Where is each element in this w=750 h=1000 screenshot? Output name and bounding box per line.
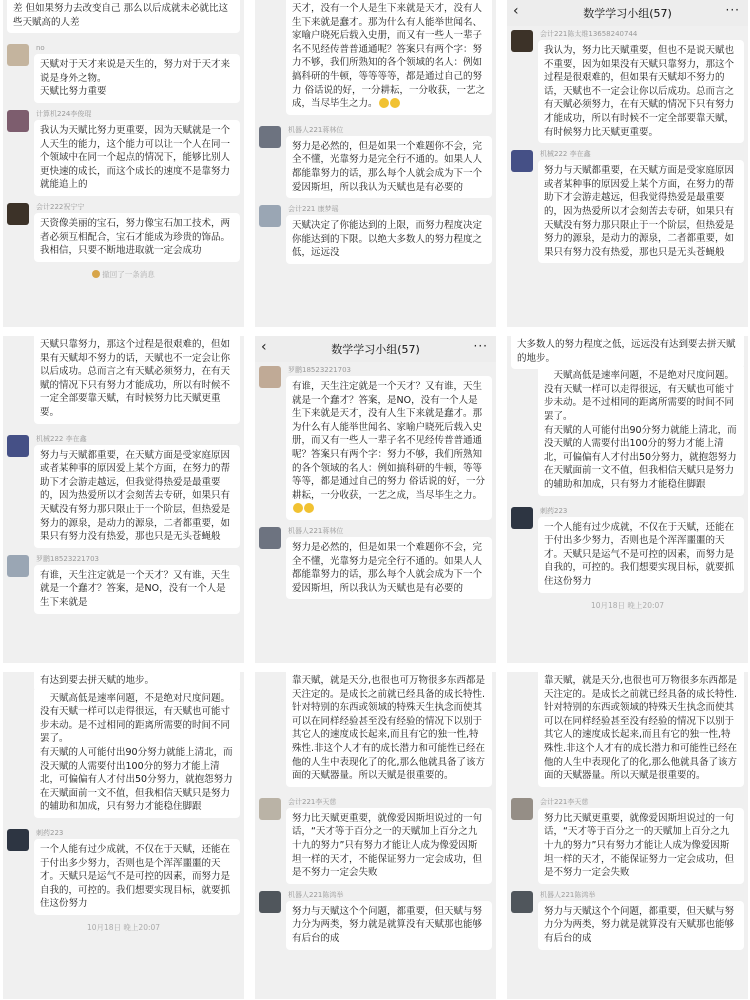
message-bubble[interactable]: 天赋决定了你能达到的上限，而努力程度决定你能达到的下限。以绝大多数人的努力程度之低，远远没 bbox=[286, 215, 492, 264]
back-arrow-icon[interactable]: ‹ bbox=[261, 339, 267, 355]
user-icon bbox=[92, 270, 100, 278]
message-bubble[interactable]: 我认为天赋比努力更重要，因为天赋就是一个人天生的能力，这个能力可以让一个人在同一个领域中在同一个起点的情况下，能够比别人更快速的成长，而这个成长的速度不是靠努力就能追上的 bbox=[34, 120, 240, 196]
avatar[interactable] bbox=[511, 891, 533, 913]
timestamp: 10月18日 晚上20:07 bbox=[86, 922, 161, 932]
message-bubble[interactable]: 一个人能有过少成就，不仅在于天赋，还能在于付出多少努力，否则也是个浑浑噩噩的天才。天赋只是运气不是可控的因素，而努力是自我的，可控的。我们想要实现目标，就要抓住这份努力 bbox=[538, 517, 744, 593]
sender-name: 机械222 李在鑫 bbox=[540, 150, 591, 159]
chat-message bbox=[259, 205, 492, 264]
message-continuation: 大多数人的努力程度之低，远远没有达到要去拼天赋的地步。 bbox=[511, 336, 744, 369]
emoji-icon bbox=[379, 98, 389, 108]
chat-panel-5 bbox=[255, 336, 496, 663]
message-continuation: 天赋高低是速率问题，不是绝对尺度问题。没有天赋一样可以走得很远，有天赋也可能寸步未动。是不过相同的距离所需要的时间不同罢了。 有天赋的人可能付出90分努力就能上清北，而没天赋的人需要付出100分的努力才能上清北，可偏偏有人才付出50分努力，就抱怨努力在天赋面前一文不值，但我相信天赋只是努力的辅助和加成，只有努力才能稳住脚跟 bbox=[34, 690, 240, 818]
chat-panel-7 bbox=[3, 672, 244, 999]
message-bubble[interactable]: 努力是必然的，但是如果一个难题你不会，完全不懂，光靠努力是完全行不通的。如果人人都能靠努力的话，那么每个人就会成为下一个爱因斯坦，所以我认为天赋也是有必要的 bbox=[286, 136, 492, 198]
chat-message bbox=[7, 829, 240, 915]
sender-name: 机器人221蒋林位 bbox=[288, 125, 344, 134]
emoji-icon bbox=[390, 98, 400, 108]
message-bubble[interactable]: 努力是必然的，但是如果一个难题你不会，完全不懂，光靠努力是完全行不通的。如果人人都能靠努力的话，那么每个人就会成为下一个爱因斯坦，所以我认为天赋也是有必要的 bbox=[286, 537, 492, 599]
chat-message bbox=[259, 891, 492, 950]
recall-notice: 撤回了一条消息 bbox=[7, 269, 240, 280]
message-continuation: 靠天赋，就是天分,也很也可万物很多东西都是天注定的。是成长之前就已经具备的成长特性.针对特别的东西或领域的特殊天生执念而使其可以在同样经验甚至没有经验的情况下以别于其它人的速度成长起来,而且有它的独一性,特殊性.非这个人才有的成长潜力和可能性已经在他的人生中表现化了的化,那么他就具备了该方面的天赋器量。所以天赋是很重要的。 bbox=[286, 672, 492, 787]
sender-name: 会计221李天慈 bbox=[288, 797, 337, 806]
sender-name: 罗鹏18523221703 bbox=[288, 366, 351, 374]
chat-message bbox=[511, 798, 744, 884]
sender-name: no bbox=[36, 44, 45, 53]
avatar[interactable] bbox=[7, 435, 29, 457]
emoji-icon bbox=[293, 503, 303, 513]
chat-panel-4 bbox=[3, 336, 244, 663]
emoji-icon bbox=[304, 503, 314, 513]
message-bubble[interactable]: 努力比天赋更重要，就像爱因斯坦说过的一句话，“天才等于百分之一的天赋加上百分之九十九的努力”只有努力才能让人成为像爱因斯坦一样的天才，不能保证努力一定会成功，但是不努力一定会失败 bbox=[286, 808, 492, 884]
message-bubble[interactable]: 有谁，天生注定就是一个天才？又有谁，天生就是一个蠢才？答案，是NO，没有一个人是生下来就是 bbox=[34, 565, 240, 614]
sender-name: 计算机224李俊琨 bbox=[36, 109, 92, 118]
chat-panel-2 bbox=[255, 0, 496, 327]
message-continuation: 有达到要去拼天赋的地步。 bbox=[34, 672, 240, 692]
more-options-icon[interactable]: ··· bbox=[725, 3, 740, 17]
chat-message bbox=[259, 126, 492, 198]
chat-message bbox=[511, 507, 744, 593]
more-options-icon[interactable]: ··· bbox=[473, 339, 488, 353]
chat-message bbox=[7, 555, 240, 614]
sender-name: 刺药223 bbox=[36, 828, 64, 837]
sender-name: 机器人221蒋林位 bbox=[288, 526, 344, 535]
message-continuation: 天赋高低是速率问题，不是绝对尺度问题。没有天赋一样可以走得很远，有天赋也可能寸步未动。是不过相同的距离所需要的时间不同罢了。 有天赋的人可能付出90分努力就能上清北，而没天赋的人需要付出100分的努力才能上清北，可偏偏有人才付出50分努力，就抱怨努力在天赋面前一文不值，但我相信天赋只是努力的辅助和加成，只有努力才能稳住脚跟 bbox=[538, 367, 744, 495]
group-title: 数学学习小组(57) bbox=[331, 343, 420, 356]
chat-message bbox=[511, 150, 744, 263]
message-continuation: 差 但如果努力去改变自己 那么以后成就未必就比这些天赋高的人差 bbox=[7, 0, 240, 33]
avatar[interactable] bbox=[7, 203, 29, 225]
message-bubble[interactable]: 有谁，天生注定就是一个天才？又有谁，天生就是一个蠢才？答案，是NO，没有一个人是生下来就是天才，没有人生下来就是蠢才。那为什么有人能举世闻名、家喻户晓死后载入史册，而又有一些人一辈子名不见经传普普通通呢？答案只有两个字：努力不够，我们所熟知的各个领域的名人：例如搞科研的牛顿，等等等等，都是通过自己的努力 俗话说的好，一分耕耘，一分收获，一艺之成，当尽毕生之力。 bbox=[286, 376, 492, 520]
chat-message bbox=[7, 435, 240, 548]
avatar[interactable] bbox=[259, 798, 281, 820]
avatar[interactable] bbox=[7, 110, 29, 132]
chat-message bbox=[511, 891, 744, 950]
sender-name: 会计221陈太维13658240744 bbox=[540, 30, 638, 38]
message-bubble[interactable]: 我认为，努力比天赋重要，但也不是说天赋也不重要，因为如果没有天赋只靠努力，那这个过程是很艰难的，但如果有天赋却不努力的话，天赋也不一定会让你以后成功。总而言之有天赋必须努力，在有天赋的情况下只有努力才能成功，所以有时候不一定全部要靠天赋，有时候努力比天赋更重要。 bbox=[538, 40, 744, 143]
message-bubble[interactable]: 天赋对于天才来说是天生的，努力对于天才来说是身外之物。 天赋比努力重要 bbox=[34, 54, 240, 103]
chat-message bbox=[259, 366, 492, 520]
message-continuation: 靠天赋，就是天分,也很也可万物很多东西都是天注定的。是成长之前就已经具备的成长特性.针对特别的东西或领域的特殊天生执念而使其可以在同样经验甚至没有经验的情况下以别于其它人的速度成长起来,而且有它的独一性,特殊性.非这个人才有的成长潜力和可能性已经在他的人生中表现化了的化,那么他就具备了该方面的天赋器量。所以天赋是很重要的。 bbox=[538, 672, 744, 787]
message-bubble[interactable]: 努力与天赋都重要，在天赋方面是受家庭原因或者某种事的原因爱上某个方面，在努力的帮助下才会游走越远，但我觉得热爱是最重要的，因为热爱所以才会刻苦去专研，如果只有天赋没有努力那只限止于一个阶层，但热爱是努力的源泉，是动力的源泉，二者都重要，如果只有努力没有热爱，那也只是无头苍蝇般 bbox=[34, 445, 240, 548]
sender-name: 会计221 康梦瑶 bbox=[288, 205, 339, 214]
chat-message bbox=[7, 203, 240, 262]
sender-name: 机器人221陈鸿举 bbox=[540, 890, 596, 899]
avatar[interactable] bbox=[259, 126, 281, 148]
message-bubble[interactable]: 努力与天赋都重要，在天赋方面是受家庭原因或者某种事的原因爱上某个方面，在努力的帮助下才会游走越远，但我觉得热爱是最重要的，因为热爱所以才会刻苦去专研，如果只有天赋没有努力那只限止于一个阶层，但热爱是努力的源泉，是动力的源泉，二者都重要，如果只有努力没有热爱，那也只是无头苍蝇般 bbox=[538, 160, 744, 263]
avatar[interactable] bbox=[511, 507, 533, 529]
avatar[interactable] bbox=[7, 555, 29, 577]
message-continuation: 天赋只靠努力，那这个过程是很艰难的，但如果有天赋却不努力的话，天赋也不一定会让你以后成功。总而言之有天赋必须努力，在有天赋的情况下只有努力才能成功，所以有时候不一定全部要靠天赋，有时候努力比天赋更重要。 bbox=[34, 336, 240, 424]
message-bubble[interactable]: 一个人能有过少成就，不仅在于天赋，还能在于付出多少努力，否则也是个浑浑噩噩的天才。天赋只是运气不是可控的因素，而努力是自我的，可控的。我们想要实现目标，就要抓住这份努力 bbox=[34, 839, 240, 915]
sender-name: 机械222 李在鑫 bbox=[36, 434, 87, 443]
avatar[interactable] bbox=[7, 829, 29, 851]
back-arrow-icon[interactable]: ‹ bbox=[513, 3, 519, 19]
chat-panel-8 bbox=[255, 672, 496, 999]
chat-message bbox=[7, 110, 240, 196]
chat-panel-3 bbox=[507, 0, 748, 327]
avatar[interactable] bbox=[259, 891, 281, 913]
message-bubble[interactable]: 努力比天赋更重要，就像爱因斯坦说过的一句话，“天才等于百分之一的天赋加上百分之九十九的努力”只有努力才能让人成为像爱因斯坦一样的天才，不能保证努力一定会成功，但是不努力一定会失败 bbox=[538, 808, 744, 884]
sender-name: 会计221李天慈 bbox=[540, 797, 589, 806]
avatar[interactable] bbox=[511, 30, 533, 52]
sender-name: 会计222祝宁宁 bbox=[36, 202, 85, 211]
chat-panel-1 bbox=[3, 0, 244, 327]
chat-message bbox=[7, 44, 240, 103]
chat-message bbox=[259, 527, 492, 599]
message-bubble[interactable]: 努力与天赋这个个问题，都重要，但天赋与努力分为两类，努力就是就算没有天赋那也能够有后台的成 bbox=[538, 901, 744, 950]
sender-name: 罗鹏18523221703 bbox=[36, 554, 99, 563]
sender-name: 机器人221陈鸿举 bbox=[288, 890, 344, 899]
avatar[interactable] bbox=[259, 527, 281, 549]
timestamp: 10月18日 晚上20:07 bbox=[590, 600, 665, 610]
chat-header bbox=[255, 336, 496, 362]
chat-message bbox=[259, 798, 492, 884]
group-title: 数学学习小组(57) bbox=[583, 7, 672, 20]
sender-name: 刺药223 bbox=[540, 506, 568, 515]
avatar[interactable] bbox=[511, 150, 533, 172]
avatar[interactable] bbox=[511, 798, 533, 820]
avatar[interactable] bbox=[259, 205, 281, 227]
avatar[interactable] bbox=[259, 366, 281, 388]
avatar[interactable] bbox=[7, 44, 29, 66]
message-bubble[interactable]: 天资像美丽的宝石，努力像宝石加工技术，两者必须互相配合，宝石才能成为珍贵的饰品。我相信，只要不断地进取就一定会成功 bbox=[34, 213, 240, 262]
chat-panel-9 bbox=[507, 672, 748, 999]
chat-panel-6 bbox=[507, 336, 748, 663]
message-continuation: 天才，没有一个人是生下来就是天才，没有人生下来就是蠢才。那为什么有人能举世闻名、家喻户晓死后载入史册，而又有一些人一辈子名不见经传普普通通呢？答案只有两个字：努力不够，我们所熟知的各个领域的名人：例如搞科研的牛顿，等等等等，都是通过自己的努力 俗话说的好，一分耕耘，一分收获，一艺之成，当尽毕生之力。 bbox=[286, 0, 492, 115]
chat-header bbox=[507, 0, 748, 26]
message-bubble[interactable]: 努力与天赋这个个问题，都重要，但天赋与努力分为两类，努力就是就算没有天赋那也能够有后台的成 bbox=[286, 901, 492, 950]
chat-message bbox=[511, 30, 744, 143]
